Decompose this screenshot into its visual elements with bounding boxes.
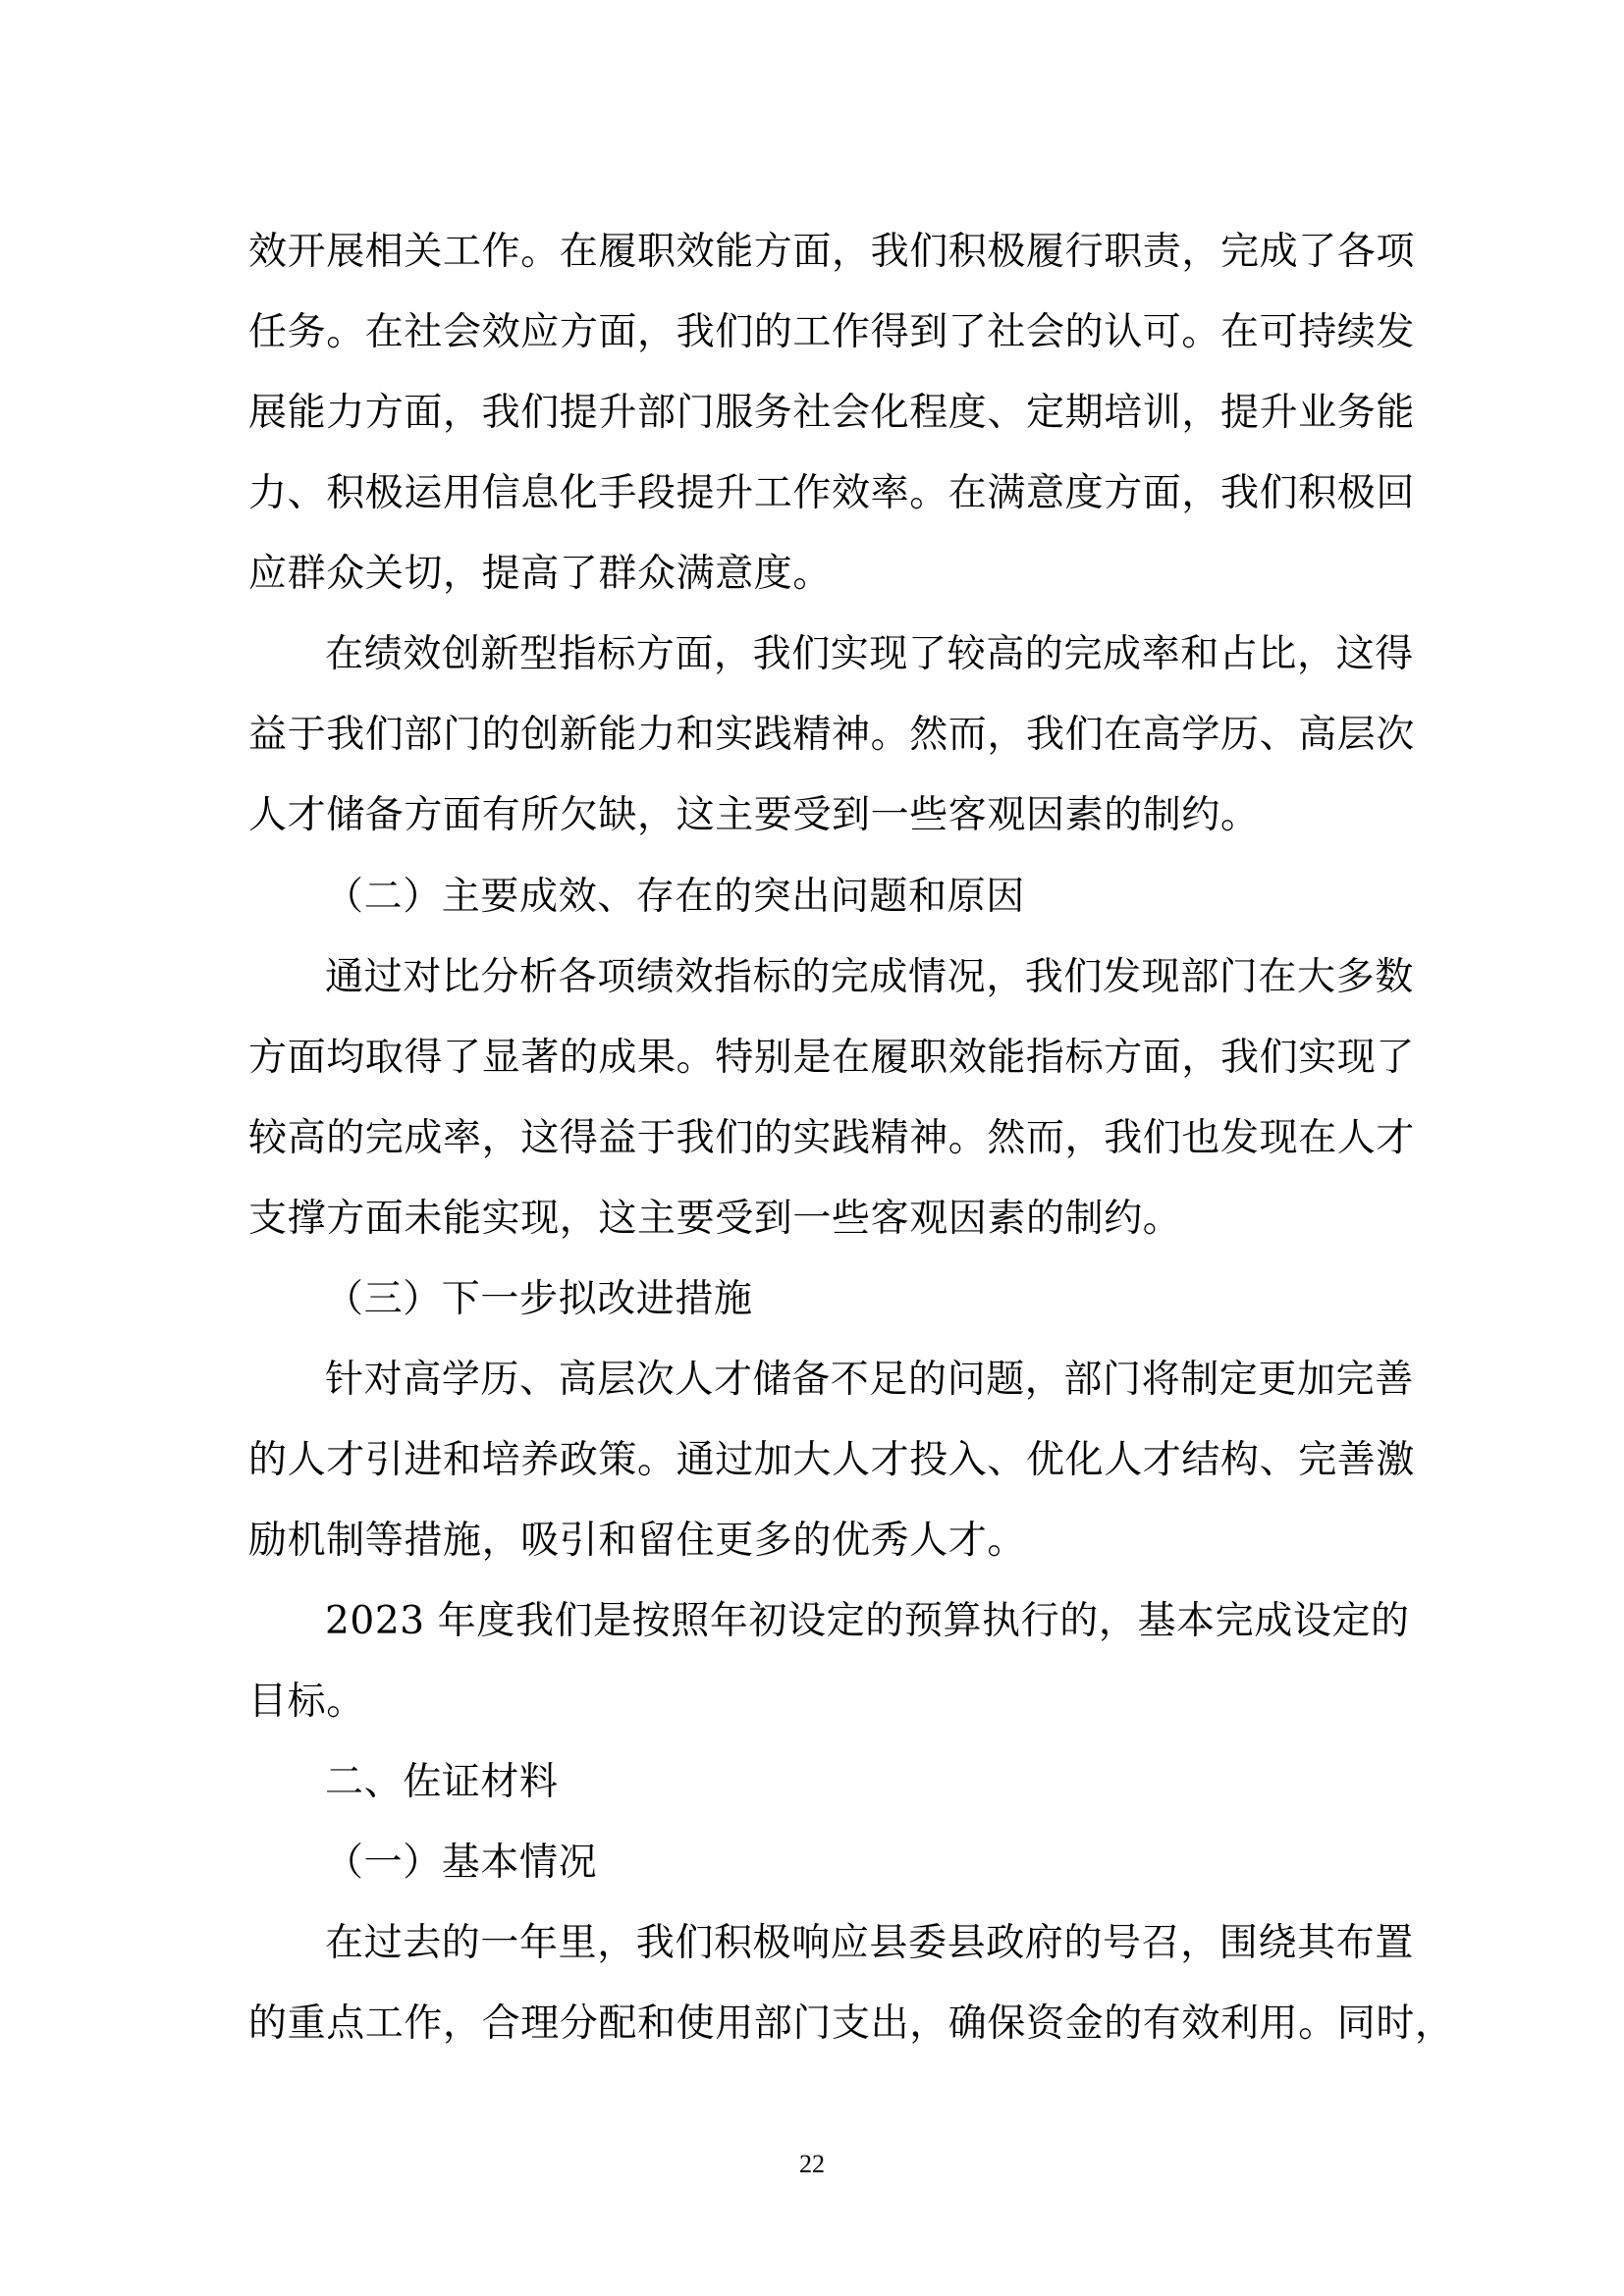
section-heading: （一）基本情况	[325, 1841, 598, 1885]
body-text-line: 任务。在社会效应方面，我们的工作得到了社会的认可。在可持续发	[248, 310, 1416, 354]
body-text-line: 的人才引进和培养政策。通过加大人才投入、优化人才结构、完善激	[248, 1438, 1416, 1482]
section-heading: （二）主要成效、存在的突出问题和原因	[325, 875, 1025, 919]
section-heading: 二、佐证材料	[325, 1760, 559, 1804]
body-text-line: 力、积极运用信息化手段提升工作效率。在满意度方面，我们积极回	[248, 471, 1416, 515]
body-text-line: 目标。	[248, 1680, 365, 1724]
paragraph-first-line: 在绩效创新型指标方面，我们实现了较高的完成率和占比，这得	[325, 632, 1414, 676]
body-text-line: 人才储备方面有所欠缺，这主要受到一些客观因素的制约。	[248, 793, 1260, 837]
body-text-line: 的重点工作，合理分配和使用部门支出，确保资金的有效利用。同时，	[248, 2002, 1454, 2046]
paragraph-first-line: 针对高学历、高层次人才储备不足的问题，部门将制定更加完善	[325, 1358, 1414, 1402]
body-text-line: 应群众关切，提高了群众满意度。	[248, 552, 833, 596]
paragraph-first-line: 2023 年度我们是按照年初设定的预算执行的，基本完成设定的	[325, 1599, 1410, 1643]
page-number: 22	[799, 2150, 825, 2178]
section-heading: （三）下一步拟改进措施	[325, 1277, 753, 1321]
body-text-line: 较高的完成率，这得益于我们的实践精神。然而，我们也发现在人才	[248, 1116, 1416, 1160]
paragraph-first-line: 在过去的一年里，我们积极响应县委县政府的号召，围绕其布置	[325, 1921, 1414, 1965]
body-text-line: 支撑方面未能实现，这主要受到一些客观因素的制约。	[248, 1197, 1182, 1241]
body-text-line: 励机制等措施，吸引和留住更多的优秀人才。	[248, 1519, 1027, 1563]
body-text-line: 方面均取得了显著的成果。特别是在履职效能指标方面，我们实现了	[248, 1036, 1416, 1080]
body-text-line: 益于我们部门的创新能力和实践精神。然而，我们在高学历、高层次	[248, 713, 1416, 757]
body-text-line: 展能力方面，我们提升部门服务社会化程度、定期培训，提升业务能	[248, 391, 1416, 435]
body-text-line: 效开展相关工作。在履职效能方面，我们积极履行职责，完成了各项	[248, 230, 1416, 274]
paragraph-first-line: 通过对比分析各项绩效指标的完成情况，我们发现部门在大多数	[325, 955, 1414, 999]
